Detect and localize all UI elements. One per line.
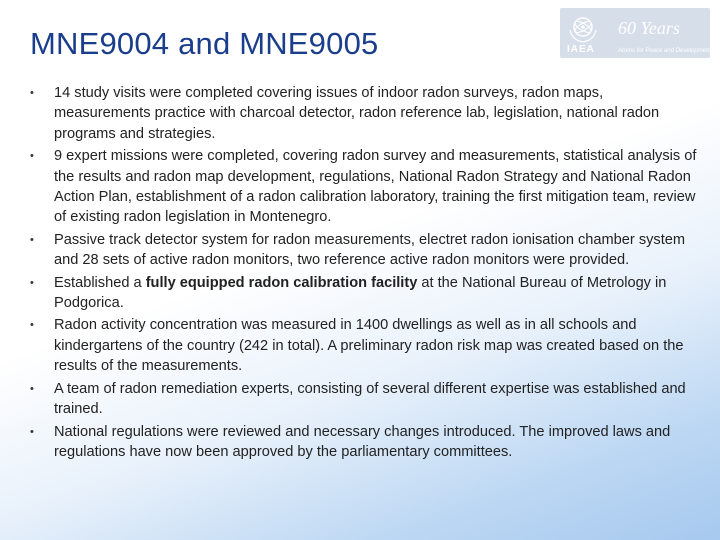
bullet-marker: • (30, 276, 34, 289)
logo-org-text: IAEA (567, 44, 595, 55)
bullet-marker: • (30, 319, 34, 332)
bullet-text: Passive track detector system for radon measurements, electret radon ionisation chamber system and 28 sets of active radon monitors, two reference active radon monitors were provided. (54, 231, 686, 269)
bullet-marker: • (30, 87, 34, 99)
bullet-item (30, 422, 702, 463)
logo-years-text: 60 Years (618, 18, 680, 38)
bullet-text-after: at the National Bureau of Metrology in Podgorica. (54, 274, 667, 312)
bullet-marker: • (30, 382, 34, 395)
bullet-item (30, 273, 702, 314)
bullet-marker: • (30, 425, 34, 438)
bullet-item (30, 146, 702, 228)
bullet-item (30, 83, 702, 144)
bullet-text: A team of radon remediation experts, consisting of several different expertise was established and trained. (54, 380, 686, 418)
bullet-text-bold: fully equipped radon calibration facility (145, 274, 418, 291)
bullet-item (30, 230, 702, 271)
bullet-list (30, 83, 702, 464)
bullet-item (30, 379, 702, 420)
bullet-marker: • (30, 233, 34, 246)
bullet-marker: • (30, 150, 34, 163)
bullet-text: National regulations were reviewed and necessary changes introduced. The improved laws and regulations have now been approved by the parliamentary committees. (54, 423, 671, 460)
iaea-emblem-icon (566, 10, 600, 44)
bullet-text-before: Established a (54, 274, 146, 291)
iaea-60-years-logo (560, 8, 710, 58)
slide-title: MNE9004 and MNE9005 (30, 26, 379, 61)
bullet-text: 14 study visits were completed covering issues of indoor radon surveys, radon maps, measurements practice with charcoal detector, radon reference lab, legislation, national radon programs and strategies. (54, 85, 660, 142)
bullet-text: Radon activity concentration was measured in 1400 dwellings as well as in all schools and kindergartens of the country (242 in total). A preliminary radon risk map was created based on the results of the measurements. (54, 317, 684, 375)
logo-tagline: Atoms for Peace and Development (618, 48, 712, 54)
bullet-text: 9 expert missions were completed, covering radon survey and measurements, statistical analysis of the results and radon map development, regulations, National Radon Strategy and National Radon Action Plan, establishment of a radon calibration laboratory, training the first mitigation team, review of existing radon legislation in Montenegro. (54, 148, 697, 226)
bullet-item (30, 315, 702, 376)
